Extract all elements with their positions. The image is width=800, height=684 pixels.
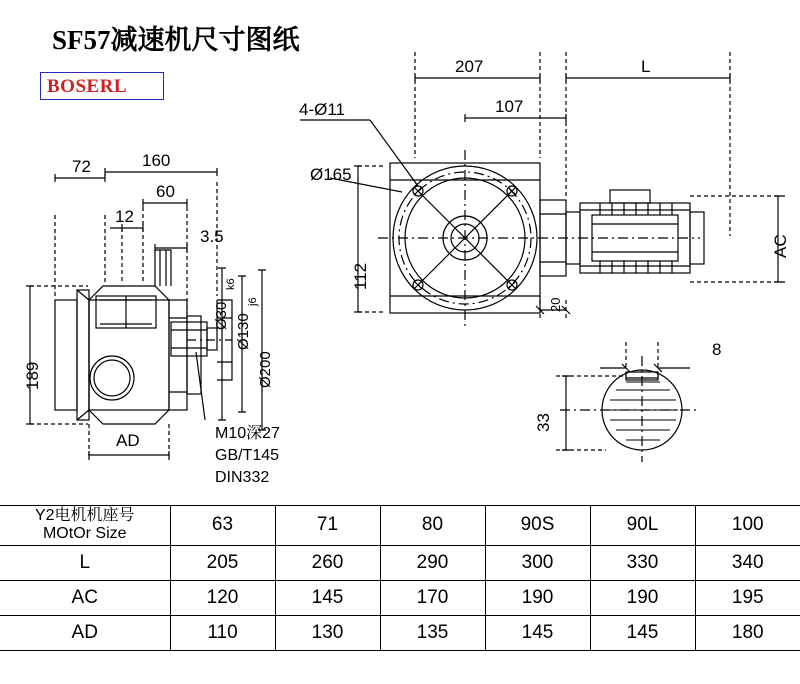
table-cell-size-4: 90L bbox=[590, 506, 695, 546]
table-cell-size-5: 100 bbox=[695, 506, 800, 546]
table-row-label-AC: AC bbox=[0, 580, 170, 615]
table-header-label-en: MOtOr Size bbox=[42, 525, 127, 543]
dim-20: 20 bbox=[548, 297, 563, 312]
spec-table bbox=[0, 505, 800, 651]
table-cell-L-5: 340 bbox=[695, 545, 800, 580]
table-row-label-AD: AD bbox=[0, 615, 170, 650]
table-cell-size-3: 90S bbox=[485, 506, 590, 546]
logo-text: BOSERL bbox=[47, 76, 128, 97]
table-header-label bbox=[0, 506, 170, 546]
dim-8: 8 bbox=[712, 340, 722, 359]
table-row-AC bbox=[0, 580, 800, 615]
table-cell-AD-1: 130 bbox=[275, 615, 380, 650]
table-cell-AC-3: 190 bbox=[485, 580, 590, 615]
table-cell-L-3: 300 bbox=[485, 545, 590, 580]
logo-box bbox=[40, 72, 164, 100]
table-cell-AD-5: 180 bbox=[695, 615, 800, 650]
table-cell-AD-0: 110 bbox=[170, 615, 275, 650]
table-header-label-cn: Y2电机机座号 bbox=[34, 507, 135, 524]
table-cell-AD-4: 145 bbox=[590, 615, 695, 650]
dim-3-5: 3.5 bbox=[200, 227, 224, 246]
table-cell-AC-4: 190 bbox=[590, 580, 695, 615]
dim-33: 33 bbox=[534, 413, 553, 432]
dim-160: 160 bbox=[142, 151, 171, 170]
dim-112: 112 bbox=[351, 262, 370, 290]
dim-pcd-165: Ø165 bbox=[310, 165, 352, 184]
table-cell-size-0: 63 bbox=[170, 506, 275, 546]
dim-207: 207 bbox=[455, 57, 484, 76]
dim-bolt-circle-d130-tolerance: j6 bbox=[247, 297, 259, 306]
table-cell-L-1: 260 bbox=[275, 545, 380, 580]
table-row-label-L: L bbox=[0, 545, 170, 580]
dim-107: 107 bbox=[495, 97, 524, 116]
dim-AC: AC bbox=[771, 234, 790, 258]
dim-bolt-circle-d130: Ø130 bbox=[235, 313, 252, 350]
table-cell-AC-5: 195 bbox=[695, 580, 800, 615]
dim-60: 60 bbox=[156, 182, 175, 201]
note-4-holes-d11: 4-Ø11 bbox=[299, 100, 345, 119]
dim-shaft-d30: Ø30 bbox=[213, 301, 230, 330]
dim-AD: AD bbox=[116, 431, 140, 450]
table-cell-size-1: 71 bbox=[275, 506, 380, 546]
table-cell-AD-2: 135 bbox=[380, 615, 485, 650]
table-cell-AC-2: 170 bbox=[380, 580, 485, 615]
dim-72: 72 bbox=[72, 157, 91, 176]
dim-flange-d200: Ø200 bbox=[257, 351, 274, 388]
note-standard-gbt145: GB/T145 bbox=[215, 447, 280, 464]
note-thread-m10: M10深27 bbox=[215, 425, 280, 442]
dim-189: 189 bbox=[23, 361, 42, 390]
table-cell-AC-1: 145 bbox=[275, 580, 380, 615]
table-row-header bbox=[0, 506, 800, 546]
table-cell-size-2: 80 bbox=[380, 506, 485, 546]
dim-shaft-d30-tolerance: k6 bbox=[225, 278, 237, 290]
dim-L: L bbox=[641, 57, 651, 76]
table-cell-AC-0: 120 bbox=[170, 580, 275, 615]
dim-12: 12 bbox=[115, 207, 134, 226]
page-title: SF57减速机尺寸图纸 bbox=[52, 25, 300, 55]
table-row-AD bbox=[0, 615, 800, 650]
table-cell-L-4: 330 bbox=[590, 545, 695, 580]
note-standard-din332: DIN332 bbox=[215, 469, 270, 486]
table-cell-L-0: 205 bbox=[170, 545, 275, 580]
table-row-L bbox=[0, 545, 800, 580]
table-cell-AD-3: 145 bbox=[485, 615, 590, 650]
table-cell-L-2: 290 bbox=[380, 545, 485, 580]
